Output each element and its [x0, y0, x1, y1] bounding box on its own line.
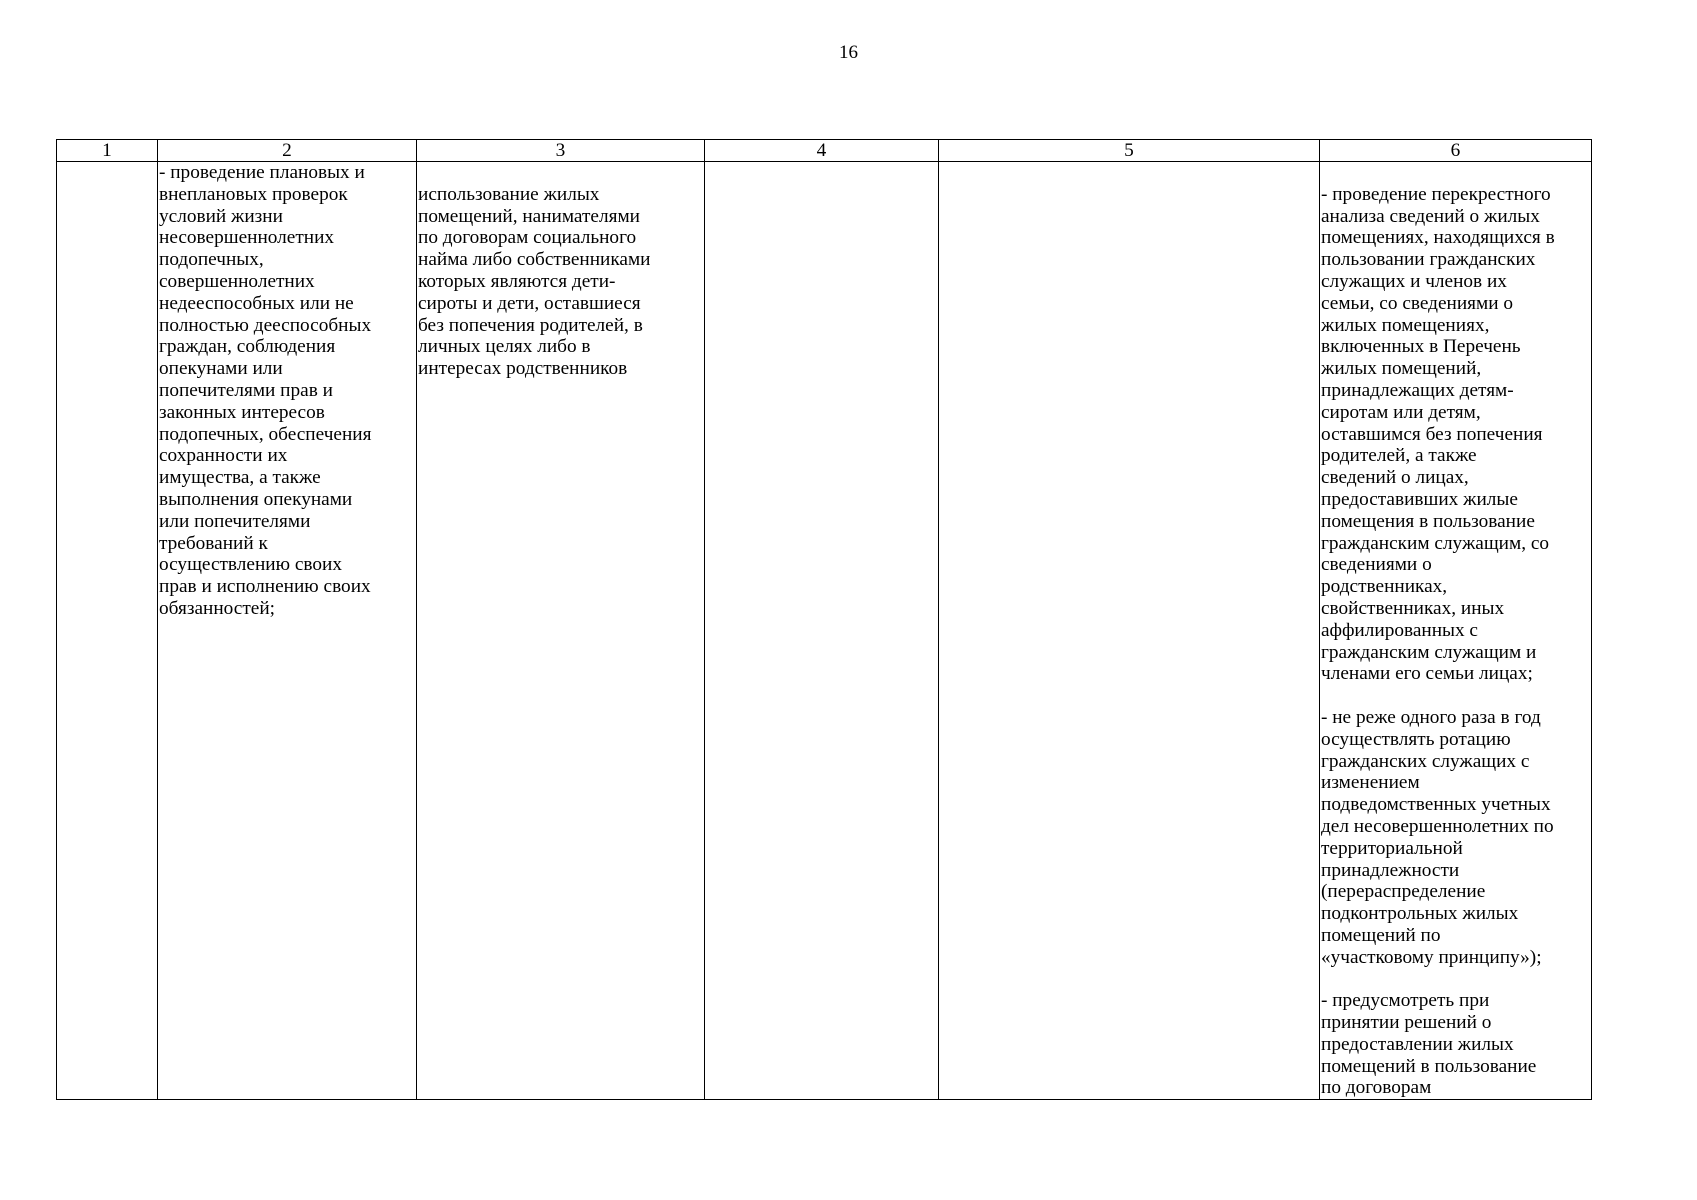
table-row [57, 162, 1592, 1100]
cell-col-3 [417, 162, 705, 1100]
header-col-2: 2 [158, 140, 417, 162]
cell-col-6-paragraph-2: - не реже одного раза в год осуществлять ротацию гражданских служащих с изменением подведомственных учетных дел несовершеннолетних по территориальной принадлежности (перераспределение подконтрольных жилых помещений по «участковому принципу»); [1321, 706, 1554, 968]
header-col-6: 6 [1320, 140, 1592, 162]
cell-col-6-paragraph-3: - предусмотреть при принятии решений о предоставлении жилых помещений в пользование по договорам [1321, 990, 1537, 1099]
header-col-3: 3 [417, 140, 705, 162]
cell-col-3-text: использование жилых помещений, нанимателями по договорам социального найма либо собственниками которых являются дети- сироты и дети, оставшиеся без попечения родителей, в личных целях либо в интересах родственников [418, 183, 651, 380]
document-table [56, 139, 1592, 1100]
header-col-5: 5 [939, 140, 1320, 162]
cell-col-2-text: - проведение плановых и внеплановых проверок условий жизни несовершеннолетних подопечных, совершеннолетних недееспособных или не полностью дееспособных граждан, соблюдения опекунами или попечителями прав и законных интересов подопечных, обеспечения сохранности их имущества, а также выполнения опекунами или попечителями требований к осуществлению своих прав и исполнению своих обязанностей; [159, 162, 372, 619]
header-col-4: 4 [705, 140, 939, 162]
header-col-1: 1 [57, 140, 158, 162]
cell-col-2 [158, 162, 417, 1100]
cell-col-6-paragraph-1: - проведение перекрестного анализа сведений о жилых помещениях, находящихся в пользовании гражданских служащих и членов их семьи, со сведениями о жилых помещениях, включенных в Перечень жилых помещений, принадлежащих детям- сиротам или детям, оставшимся без попечения родителей, а также сведений о лицах, предоставивших жилые помещения в пользование гражданским служащим, со сведениями о родственниках, свойственниках, иных аффилированных с гражданским служащим и членами его семьи лицах; [1321, 183, 1555, 685]
cell-col-5 [939, 162, 1320, 1100]
cell-col-1 [57, 162, 158, 1100]
cell-col-4 [705, 162, 939, 1100]
page-number: 16 [839, 42, 858, 63]
cell-col-6 [1320, 162, 1592, 1100]
table-header-row [57, 140, 1592, 162]
